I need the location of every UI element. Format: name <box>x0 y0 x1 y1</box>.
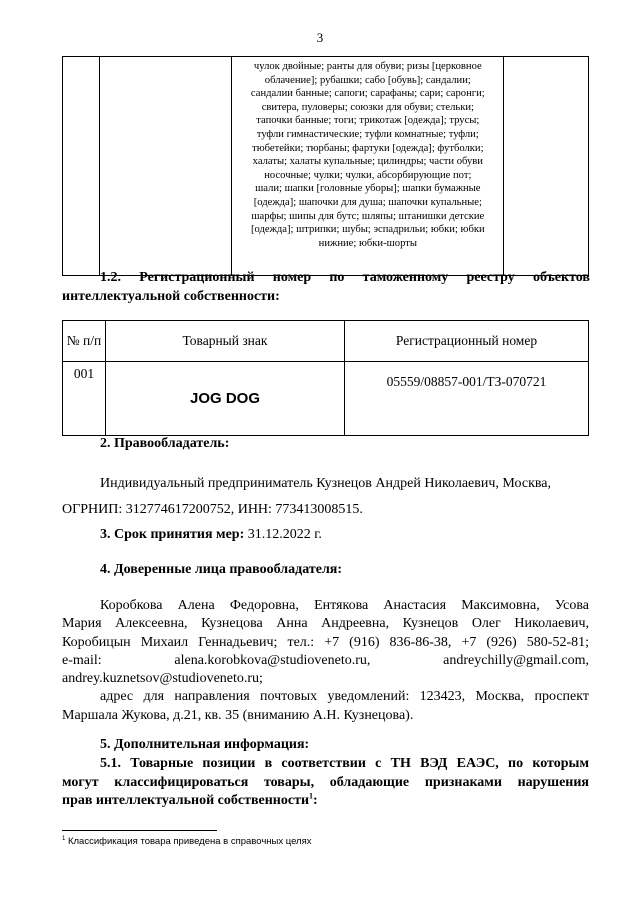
section-1-2-line2: интеллектуальной собственности: <box>62 289 280 304</box>
trustees-line: Коробкова Алена Федоровна, Ентякова Анастасия Максимовна, Усова <box>100 598 589 613</box>
section-2-heading: 2. Правообладатель: <box>100 436 230 451</box>
header-trademark: Товарный знак <box>106 321 345 362</box>
table-cell-empty <box>63 57 100 276</box>
owner-line1: Индивидуальный предприниматель Кузнецов Андрей Николаевич, Москва, <box>100 476 552 491</box>
trustees-email-line: e-mail: alena.korobkova@studioveneto.ru, andreychilly@gmail.com, <box>62 652 589 668</box>
section-3-value: 31.12.2022 г. <box>244 527 322 542</box>
section-5-1-line: могут классифицироваться товары, обладающие признаками нарушения <box>62 774 589 790</box>
postal-address-line: адрес для направления почтовых уведомлений: 123423, Москва, проспект <box>100 689 589 705</box>
goods-line: шарфы; шипы для бутс; шляпы; штанишки детские <box>251 210 485 222</box>
section-4-heading: 4. Доверенные лица правообладателя: <box>100 562 343 577</box>
section-1-2-heading <box>100 268 590 287</box>
goods-line: [одежда]; шапочки для душа; шапочки купальные; <box>253 196 482 208</box>
goods-line: облачение]; рубашки; сабо [обувь]; сандалии; <box>264 74 471 86</box>
goods-line: тюбетейки; тюрбаны; фартуки [одежда]; футболки; <box>252 142 484 154</box>
section-5-1-line: прав интеллектуальной собственности <box>62 793 310 808</box>
goods-line: [одежда]; штрипки; шубы; эспадрильи; юбки; юбки <box>250 224 485 236</box>
goods-line: тапочки банные; тоги; трикотаж [одежда]; трусы; <box>256 115 480 127</box>
footnote-mark: 1 <box>62 835 66 842</box>
footnote-divider <box>62 830 217 831</box>
goods-line: туфли гимнастические; туфли комнатные; туфли; <box>256 128 479 140</box>
goods-line: нижние; юбки-шорты <box>318 237 417 249</box>
trustees-paragraph <box>62 597 589 725</box>
section-1-2-line1: 1.2. Регистрационный номер по таможенному реестру объектов <box>100 270 590 285</box>
table-row <box>63 362 589 436</box>
header-number: № п/п <box>63 321 106 362</box>
goods-list-cell <box>232 57 504 276</box>
postal-address-line: Маршала Жукова, д.21, кв. 35 (вниманию А.Н. Кузнецова). <box>62 707 414 723</box>
goods-line: шали; шапки [головные уборы]; шапки бумажные <box>255 183 481 195</box>
footnote-text: Классификация товара приведена в справочных целях <box>65 836 312 847</box>
header-registration-number: Регистрационный номер <box>345 321 589 362</box>
section-3-heading <box>100 527 322 543</box>
section-5-1-line: 5.1. Товарные позиции в соответствии с ТН ВЭД ЕАЭС, по которым <box>100 756 589 771</box>
page-number: 3 <box>316 30 324 45</box>
goods-table-fragment <box>62 56 589 276</box>
trustees-line: Мария Алексеевна, Кузнецова Анна Андреевна, Кузнецов Олег Николаевич, <box>62 616 589 632</box>
goods-line: халаты; халаты купальные; цилиндры; части обуви <box>252 156 483 168</box>
owner-line2: ОГРНИП: 312774617200752, ИНН: 773413008515. <box>62 502 363 517</box>
goods-line: свитера, пуловеры; союзки для обуви; стельки; <box>261 101 474 113</box>
registration-number: 05559/08857-001/ТЗ-070721 <box>345 362 589 436</box>
section-5-heading: 5. Дополнительная информация: <box>100 737 310 752</box>
goods-line: сандалии банные; сапоги; сарафаны; сари; саронги; <box>250 88 485 100</box>
goods-line: чулок двойные; ранты для обуви; ризы [церковное <box>253 61 482 72</box>
trustees-line: Коробицын Михаил Геннадьевич; тел.: +7 (916) 836-86-38, +7 (926) 580-52-81; <box>62 634 589 650</box>
trademark-table <box>62 320 589 436</box>
table-cell-empty <box>504 57 589 276</box>
footnote <box>62 836 311 847</box>
goods-line: носочные; чулки; чулки, абсорбирующие пот; <box>264 169 472 181</box>
table-cell-empty <box>100 57 232 276</box>
section-5-1-colon: : <box>313 793 318 808</box>
trademark-name: JOG DOG <box>106 362 345 436</box>
trustees-line: andrey.kuznetsov@studioveneto.ru; <box>62 671 263 687</box>
section-5-1-paragraph <box>62 755 589 811</box>
row-number: 001 <box>63 362 106 436</box>
section-3-label: 3. Срок принятия мер: <box>100 527 245 542</box>
footnote-reference: 1 <box>309 791 314 801</box>
